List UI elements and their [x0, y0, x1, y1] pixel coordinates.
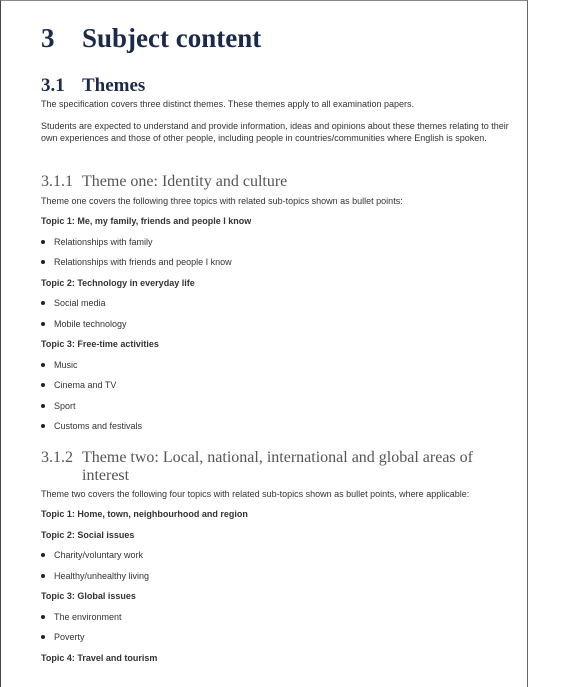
bullet-icon — [41, 240, 45, 244]
list-item: Music — [41, 360, 78, 370]
bullet-icon — [41, 615, 45, 619]
bullet-icon — [41, 260, 45, 264]
theme-two-topic-1: Topic 1: Home, town, neighbourhood and region — [41, 509, 248, 519]
section-heading — [41, 23, 261, 54]
theme-two-topic-4: Topic 4: Travel and tourism — [41, 653, 158, 663]
list-item: Sport — [41, 401, 76, 411]
bullet-icon — [41, 553, 45, 557]
theme-one-topic-1: Topic 1: Me, my family, friends and people I know — [41, 216, 252, 226]
section-number: 3 — [41, 23, 55, 53]
bullet-icon — [41, 322, 45, 326]
bullet-icon — [41, 383, 45, 387]
theme-one-intro: Theme one covers the following three topics with related sub-topics shown as bullet points: — [41, 196, 403, 206]
bullet-icon — [41, 635, 45, 639]
themes-title: Themes — [82, 75, 146, 96]
list-item: Relationships with family — [41, 237, 153, 247]
theme-one-title: Theme one: Identity and culture — [82, 173, 288, 190]
list-item: Customs and festivals — [41, 421, 142, 431]
theme-two-number: 3.1.2 — [41, 449, 73, 466]
list-item: Cinema and TV — [41, 380, 116, 390]
bullet-icon — [41, 424, 45, 428]
section-title: Subject content — [82, 23, 262, 53]
theme-two-intro: Theme two covers the following four topics with related sub-topics shown as bullet points, where applicable: — [41, 489, 470, 499]
list-item: Social media — [41, 298, 106, 308]
theme-two-title: Theme two: Local, national, international and global areas of — [82, 449, 473, 466]
bullet-icon — [41, 574, 45, 578]
list-item: Charity/voluntary work — [41, 550, 143, 560]
theme-one-heading — [41, 173, 287, 191]
theme-two-title-continued: interest — [82, 467, 130, 484]
themes-heading — [41, 75, 145, 97]
list-item: Mobile technology — [41, 319, 127, 329]
theme-one-topic-3: Topic 3: Free-time activities — [41, 339, 159, 349]
themes-number: 3.1 — [41, 75, 65, 96]
bullet-icon — [41, 301, 45, 305]
themes-intro: The specification covers three distinct themes. These themes apply to all examination papers. — [41, 99, 415, 109]
bullet-icon — [41, 363, 45, 367]
theme-one-number: 3.1.1 — [41, 173, 73, 190]
list-item: The environment — [41, 612, 122, 622]
list-item: Healthy/unhealthy living — [41, 571, 149, 581]
theme-two-topic-2: Topic 2: Social issues — [41, 530, 135, 540]
theme-one-topic-2: Topic 2: Technology in everyday life — [41, 278, 195, 288]
themes-paragraph: Students are expected to understand and provide information, ideas and opinions about these themes relating to their own experiences and those of other people, including people in countries/communities where English is spoken. — [41, 121, 509, 143]
theme-two-topic-3: Topic 3: Global issues — [41, 591, 136, 601]
theme-two-heading — [41, 449, 473, 485]
bullet-icon — [41, 404, 45, 408]
list-item: Poverty — [41, 632, 85, 642]
list-item: Relationships with friends and people I know — [41, 257, 232, 267]
